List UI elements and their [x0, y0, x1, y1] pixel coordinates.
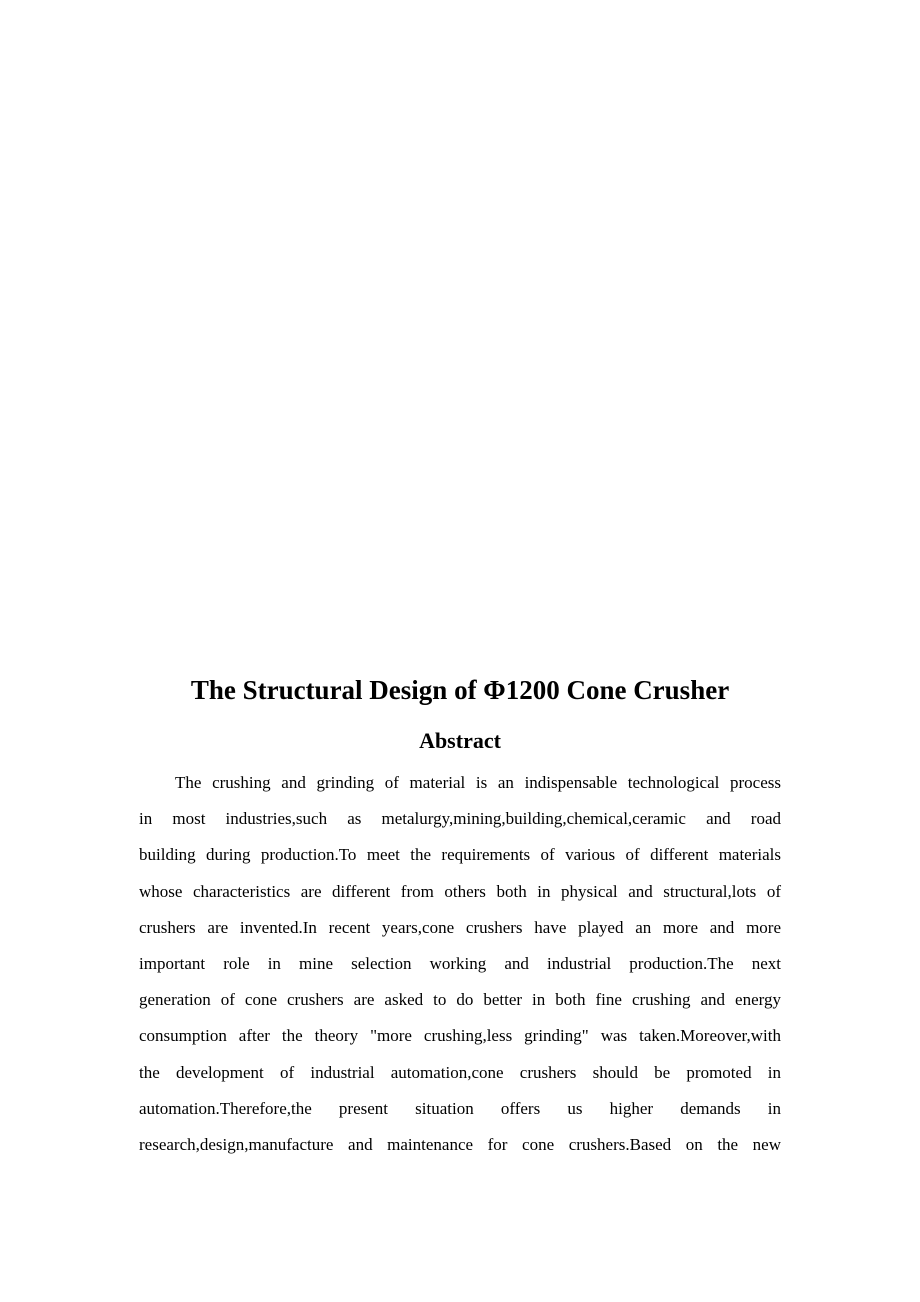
abstract-line: automation.Therefore,the present situation offers us higher demands in — [139, 1098, 781, 1118]
abstract-line: generation of cone crushers are asked to do better in both fine crushing and energy — [139, 990, 781, 1010]
abstract-line: The crushing and grinding of material is an indispensable technological process — [175, 773, 781, 792]
abstract-line: crushers are invented.In recent years,cone crushers have played an more and more — [139, 917, 781, 937]
abstract-line: building during production.To meet the requirements of various of different materials — [139, 845, 781, 865]
abstract-heading: Abstract — [419, 728, 501, 753]
abstract-line: consumption after the theory "more crushing,less grinding" was taken.Moreover,with — [139, 1026, 781, 1046]
abstract-line: whose characteristics are different from others both in physical and structural,lots of — [139, 881, 781, 901]
abstract-line: the development of industrial automation,cone crushers should be promoted in — [139, 1062, 781, 1082]
abstract-line: in most industries,such as metalurgy,mining,building,chemical,ceramic and road — [139, 809, 781, 829]
abstract-line: research,design,manufacture and maintenance for cone crushers.Based on the new — [139, 1134, 781, 1154]
abstract-body — [139, 765, 781, 1163]
abstract-line: important role in mine selection working and industrial production.The next — [139, 953, 781, 973]
document-title: The Structural Design of Φ1200 Cone Crusher — [190, 675, 730, 705]
